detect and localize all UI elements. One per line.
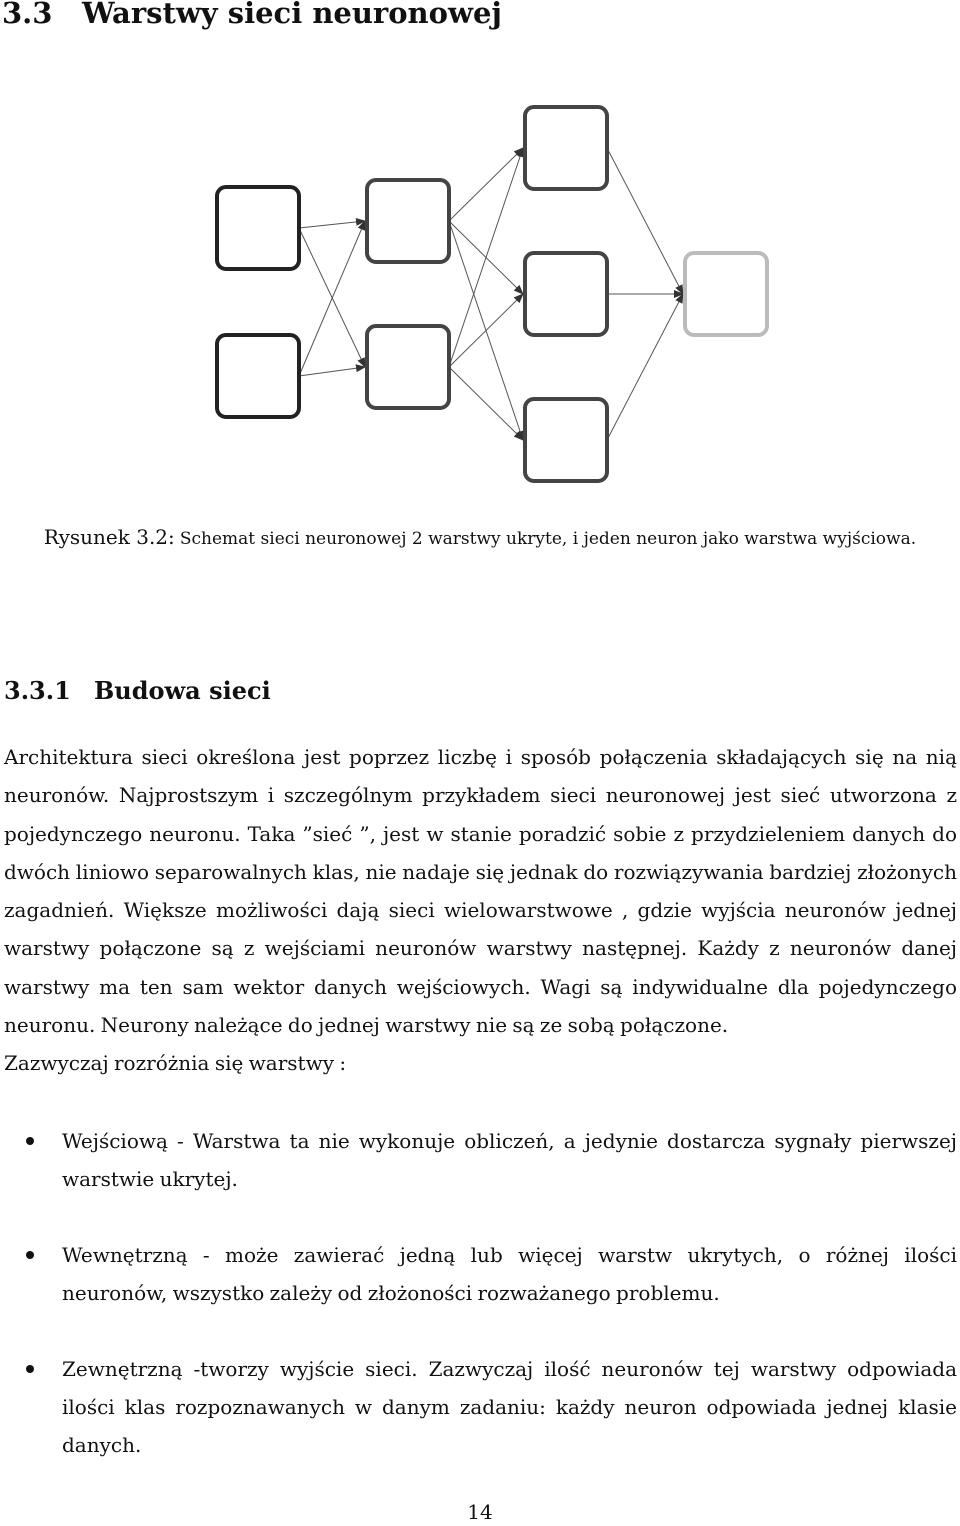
- section-heading: [2, 0, 502, 30]
- neurons: [217, 107, 767, 481]
- body-paragraph: [4, 738, 957, 1083]
- neuron-hidden-1: [367, 180, 449, 262]
- connection-arrow: [607, 294, 683, 440]
- connection-arrow: [449, 148, 523, 221]
- neuron-input: [217, 335, 299, 417]
- neuron-hidden-2: [525, 399, 607, 481]
- neuron-input: [217, 187, 299, 269]
- connection-arrow: [607, 148, 683, 294]
- connection-arrow: [299, 221, 365, 228]
- list-item: [4, 1236, 957, 1312]
- connection-arrow: [449, 294, 523, 367]
- page-number: 14: [467, 1500, 493, 1524]
- neuron-hidden-2: [525, 253, 607, 335]
- bullet-icon: [26, 1365, 34, 1373]
- list-item-text: Wewnętrzną - może zawierać jedną lub więcej warstw ukrytych, o różnej ilości neuronów, wszystko zależy od złożoności rozważanego problemu.: [62, 1243, 957, 1305]
- subsection-number: 3.3.1: [4, 676, 71, 705]
- figure-label: Rysunek 3.2:: [43, 525, 175, 549]
- neuron-hidden-2: [525, 107, 607, 189]
- connections: [299, 148, 683, 440]
- list-item: [4, 1350, 957, 1464]
- section-title: Warstwy sieci neuronowej: [82, 0, 502, 30]
- bullet-icon: [26, 1251, 34, 1259]
- neural-network-diagram: [0, 60, 960, 500]
- figure-caption-text: Schemat sieci neuronowej 2 warstwy ukryte, i jeden neuron jako warstwa wyjściowa.: [179, 529, 917, 549]
- connection-arrow: [299, 221, 365, 376]
- neuron-hidden-1: [367, 326, 449, 408]
- bullet-icon: [26, 1137, 34, 1145]
- list-item: [4, 1122, 957, 1198]
- subsection-heading: [4, 676, 271, 705]
- connection-arrow: [299, 367, 365, 376]
- connection-arrow: [449, 367, 523, 440]
- layer-list: [4, 1122, 957, 1502]
- connection-arrow: [449, 148, 523, 367]
- paragraph-last-line: Zazwyczaj rozróżnia się warstwy :: [4, 1051, 347, 1076]
- section-number: 3.3: [2, 0, 53, 30]
- list-item-text: Zewnętrzną -tworzy wyjście sieci. Zazwyczaj ilość neuronów tej warstwy odpowiada ilości klas rozpoznawanych w danym zadaniu: każdy neuron odpowiada jednej klasie danych.: [62, 1357, 957, 1457]
- paragraph-text: Architektura sieci określona jest poprzez liczbę i sposób połączenia składających się na nią neuronów. Najprostszym i szczególnym przykładem sieci neuronowej jest sieć utworzona z pojedynczego neuronu. Taka ”sieć ”, jest w stanie poradzić sobie z przydzieleniem danych do dwóch liniowo separowalnych klas, nie nadaje się jednak do rozwiązywania bardziej złożonych zagadnień. Większe możliwości dają sieci wielowarstwowe , gdzie wyjścia neuronów jednej warstwy połączone są z wejściami neuronów warstwy następnej. Każdy z neuronów danej warstwy ma ten sam wektor danych wejściowych. Wagi są indywidualne dla pojedynczego neuronu. Neurony należące do jednej warstwy nie są ze sobą połączone.: [4, 745, 957, 1038]
- neuron-output: [685, 253, 767, 335]
- figure-caption: [0, 525, 960, 549]
- list-item-text: Wejściową - Warstwa ta nie wykonuje obliczeń, a jedynie dostarcza sygnały pierwszej warstwie ukrytej.: [62, 1129, 957, 1191]
- subsection-title: Budowa sieci: [94, 676, 271, 705]
